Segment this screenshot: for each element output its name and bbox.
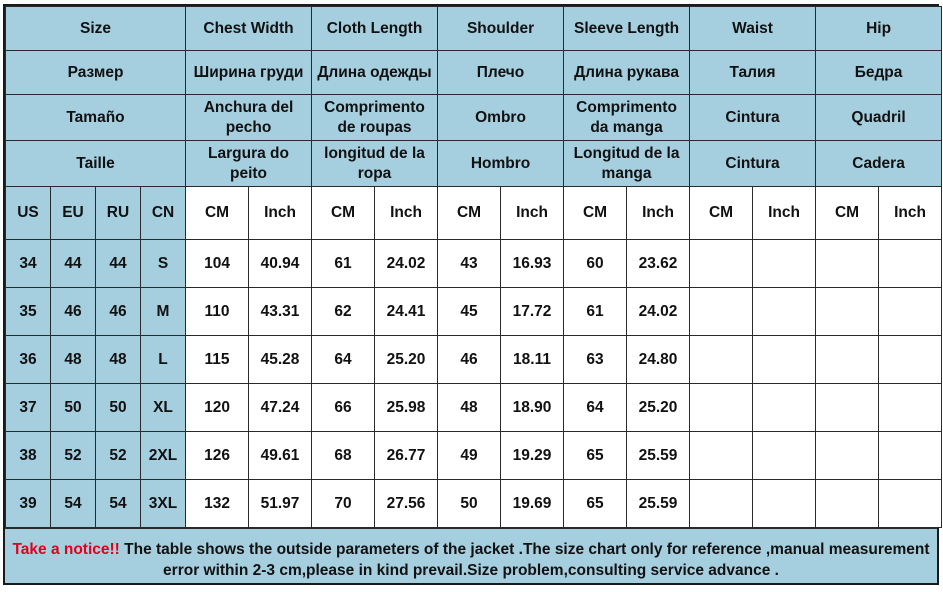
header-hip-pt: Quadril [816,95,942,141]
header-cloth-length-pt: Comprimento de roupas [312,95,438,141]
measurement-cell: 65 [564,432,627,480]
measurement-cell [753,240,816,288]
measurement-cell: 26.77 [375,432,438,480]
measurement-cell: 27.56 [375,480,438,528]
size-cell: 35 [6,288,51,336]
measurement-cell: 46 [438,336,501,384]
measurement-cell: 17.72 [501,288,564,336]
unit-cell: CN [141,187,186,240]
unit-cell: CM [816,187,879,240]
measurement-cell [879,336,942,384]
unit-cell: CM [312,187,375,240]
measurement-cell: 23.62 [627,240,690,288]
measurement-cell [879,384,942,432]
header-hip-ru: Бедра [816,51,942,95]
size-chart [3,4,939,585]
header-hip: Hip [816,7,942,51]
header-size-ru: Размер [6,51,186,95]
header-cloth-length: Cloth Length [312,7,438,51]
measurement-cell [879,288,942,336]
measurement-cell: 24.02 [375,240,438,288]
measurement-cell: 25.59 [627,480,690,528]
header-size-es: Taille [6,141,186,187]
unit-cell: EU [51,187,96,240]
header-row-spanish [6,141,942,187]
size-table [5,6,942,528]
measurement-cell: 110 [186,288,249,336]
size-cell: L [141,336,186,384]
measurement-cell: 18.11 [501,336,564,384]
header-shoulder-pt: Ombro [438,95,564,141]
measurement-cell: 115 [186,336,249,384]
measurement-cell: 24.02 [627,288,690,336]
table-row [6,240,942,288]
measurement-cell: 60 [564,240,627,288]
unit-cell: CM [690,187,753,240]
measurement-cell [816,336,879,384]
measurement-cell [816,384,879,432]
measurement-cell: 61 [312,240,375,288]
header-sleeve-length-pt: Comprimento da manga [564,95,690,141]
size-cell: 54 [51,480,96,528]
measurement-cell: 126 [186,432,249,480]
notice-box [5,528,937,583]
size-cell: 46 [51,288,96,336]
size-cell: 48 [51,336,96,384]
table-row [6,288,942,336]
unit-cell: CM [438,187,501,240]
measurement-cell: 120 [186,384,249,432]
header-shoulder-es: Hombro [438,141,564,187]
measurement-cell: 25.20 [627,384,690,432]
header-row-english [6,7,942,51]
header-chest-width-ru: Ширина груди [186,51,312,95]
measurement-cell [753,384,816,432]
header-sleeve-length-ru: Длина рукава [564,51,690,95]
header-size: Size [6,7,186,51]
header-waist: Waist [690,7,816,51]
header-waist-es: Cintura [690,141,816,187]
measurement-cell: 24.80 [627,336,690,384]
measurement-cell [753,288,816,336]
unit-cell: CM [186,187,249,240]
measurement-cell: 48 [438,384,501,432]
measurement-cell [816,240,879,288]
measurement-cell: 19.29 [501,432,564,480]
measurement-cell: 18.90 [501,384,564,432]
header-row-portuguese [6,95,942,141]
measurement-cell [816,432,879,480]
size-cell: 50 [96,384,141,432]
measurement-cell: 51.97 [249,480,312,528]
notice-highlight: Take a notice!! [12,541,120,558]
measurement-cell: 24.41 [375,288,438,336]
header-hip-es: Cadera [816,141,942,187]
header-shoulder-ru: Плечо [438,51,564,95]
measurement-cell: 43 [438,240,501,288]
size-cell: 52 [96,432,141,480]
measurement-cell [753,480,816,528]
size-cell: 48 [96,336,141,384]
measurement-cell: 25.59 [627,432,690,480]
measurement-cell: 132 [186,480,249,528]
measurement-cell: 65 [564,480,627,528]
unit-cell: US [6,187,51,240]
measurement-cell: 19.69 [501,480,564,528]
unit-cell: Inch [753,187,816,240]
measurement-cell: 45 [438,288,501,336]
measurement-cell: 25.98 [375,384,438,432]
header-cloth-length-ru: Длина одежды [312,51,438,95]
measurement-cell [690,384,753,432]
measurement-cell: 25.20 [375,336,438,384]
measurement-cell: 49 [438,432,501,480]
size-cell: 36 [6,336,51,384]
size-cell: 44 [96,240,141,288]
measurement-cell: 70 [312,480,375,528]
measurement-cell [879,432,942,480]
measurement-cell: 104 [186,240,249,288]
unit-cell: Inch [375,187,438,240]
unit-cell: Inch [501,187,564,240]
header-row-russian [6,51,942,95]
measurement-cell: 66 [312,384,375,432]
size-cell: 38 [6,432,51,480]
unit-cell: Inch [627,187,690,240]
header-chest-width: Chest Width [186,7,312,51]
header-waist-pt: Cintura [690,95,816,141]
header-shoulder: Shoulder [438,7,564,51]
measurement-cell [753,432,816,480]
header-sleeve-length: Sleeve Length [564,7,690,51]
measurement-cell [879,240,942,288]
measurement-cell: 64 [312,336,375,384]
notice-text: The table shows the outside parameters of the jacket .The size chart only for reference ,manual measurement error within 2-3 cm,please in kind prevail.Size problem,consulting service advance . [119,541,930,579]
measurement-cell: 16.93 [501,240,564,288]
size-cell: S [141,240,186,288]
size-cell: 44 [51,240,96,288]
measurement-cell: 50 [438,480,501,528]
unit-row [6,187,942,240]
measurement-cell: 40.94 [249,240,312,288]
size-cell: 2XL [141,432,186,480]
size-cell: 50 [51,384,96,432]
table-row [6,432,942,480]
header-size-pt: Tamaño [6,95,186,141]
measurement-cell [690,432,753,480]
unit-cell: CM [564,187,627,240]
header-waist-ru: Талия [690,51,816,95]
unit-cell: RU [96,187,141,240]
measurement-cell [816,288,879,336]
size-cell: 3XL [141,480,186,528]
table-row [6,480,942,528]
measurement-cell [690,480,753,528]
measurement-cell [690,288,753,336]
size-cell: 39 [6,480,51,528]
measurement-cell [816,480,879,528]
size-cell: 34 [6,240,51,288]
measurement-cell [690,240,753,288]
size-cell: 54 [96,480,141,528]
measurement-cell: 49.61 [249,432,312,480]
header-cloth-length-es: longitud de la ropa [312,141,438,187]
measurement-cell: 62 [312,288,375,336]
unit-cell: Inch [879,187,942,240]
measurement-cell: 68 [312,432,375,480]
measurement-cell: 43.31 [249,288,312,336]
table-row [6,384,942,432]
size-cell: 52 [51,432,96,480]
size-cell: 46 [96,288,141,336]
measurement-cell [753,336,816,384]
measurement-cell [690,336,753,384]
table-row [6,336,942,384]
measurement-cell: 63 [564,336,627,384]
measurement-cell: 61 [564,288,627,336]
header-chest-width-es: Largura do peito [186,141,312,187]
measurement-cell [879,480,942,528]
header-sleeve-length-es: Longitud de la manga [564,141,690,187]
measurement-cell: 47.24 [249,384,312,432]
measurement-cell: 45.28 [249,336,312,384]
size-cell: M [141,288,186,336]
size-rows [6,240,942,528]
measurement-cell: 64 [564,384,627,432]
unit-cell: Inch [249,187,312,240]
size-cell: XL [141,384,186,432]
size-cell: 37 [6,384,51,432]
header-chest-width-pt: Anchura del pecho [186,95,312,141]
